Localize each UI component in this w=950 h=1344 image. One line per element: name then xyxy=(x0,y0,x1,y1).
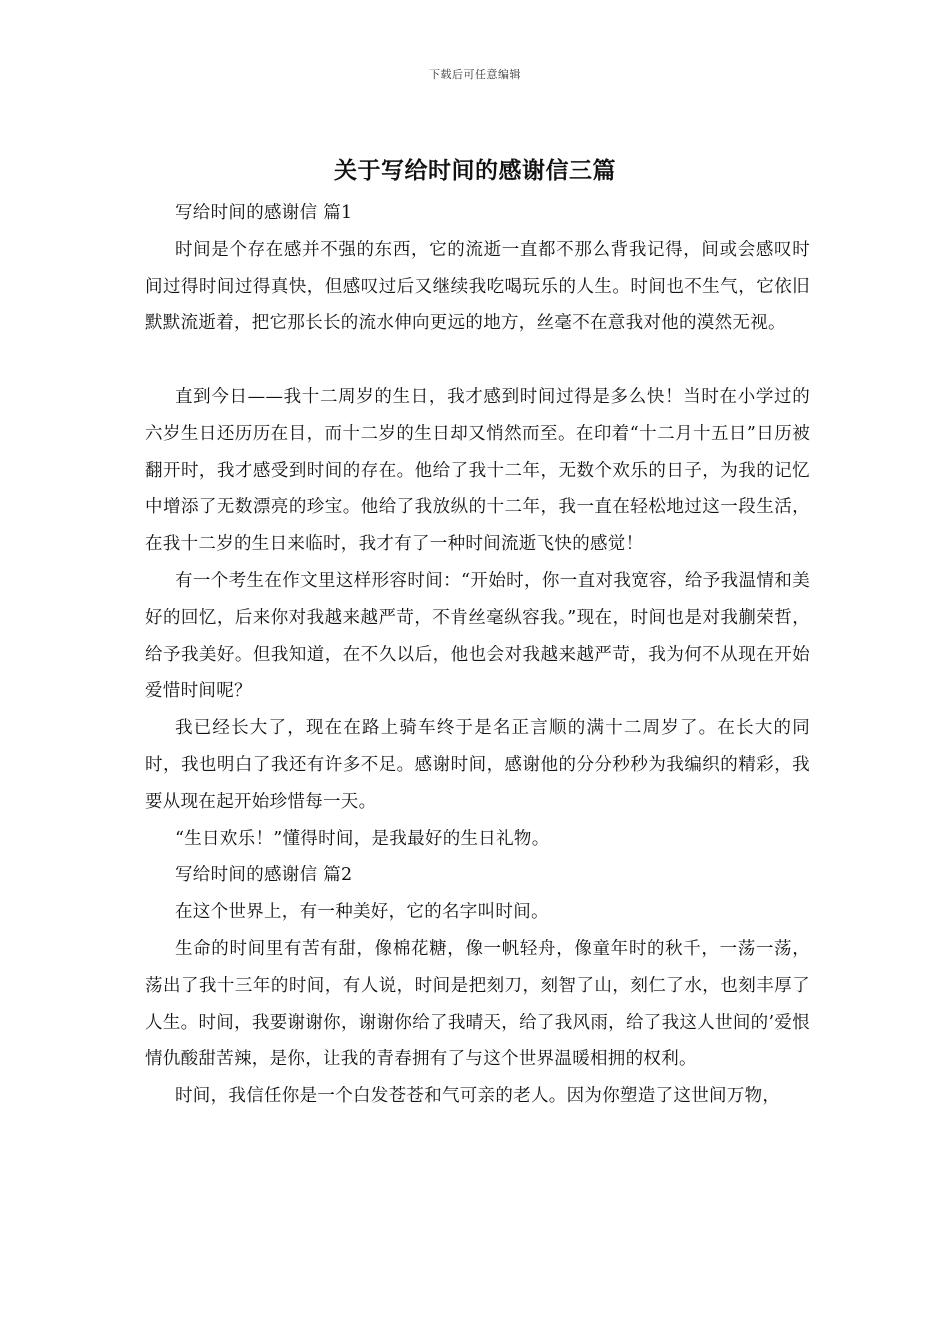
paragraph: 在这个世界上，有一种美好，它的名字叫时间。 xyxy=(175,902,549,923)
document-title: 关于写给时间的感谢信三篇 xyxy=(334,157,616,184)
document-body xyxy=(145,195,810,1115)
paragraph: 时间是个存在感并不强的东西，它的流逝一直都不那么背我记得，间或会感叹时间过得时间过得真快，但感叹过后又继续我吃喝玩乐的人生。时间也不生气，它依旧默默流逝着，把它那长长的流水伸向更远的地方，丝毫不在意我对他的漠然无视。 xyxy=(145,239,810,334)
section-heading: 写给时间的感谢信 篇1 xyxy=(175,203,353,223)
header-note: 下载后可任意编辑 xyxy=(429,68,521,81)
paragraph: 我已经长大了，现在在路上骑车终于是名正言顺的满十二周岁了。在长大的同时，我也明白了我还有许多不足。感谢时间，感谢他的分分秒秒为我编织的精彩，我要从现在起开始珍惜每一天。 xyxy=(145,718,810,812)
paragraph: 时间，我信任你是一个白发苍苍和气可亲的老人。因为你塑造了这世间万物， xyxy=(175,1086,781,1107)
paragraph: “生日欢乐！”懂得时间，是我最好的生日礼物。 xyxy=(175,828,550,849)
paragraph: 生命的时间里有苦有甜，像棉花糖，像一帆轻舟，像童年时的秋千，一荡一荡，荡出了我十三年的时间，有人说，时间是把刻刀，刻智了山，刻仁了水，也刻丰厚了人生。时间，我要谢谢你，谢谢你给了我晴天，给了我风雨，给了我这人世间的’爱恨情仇酸甜苦辣，是你，让我的青春拥有了与这个世界温暖相拥的权利。 xyxy=(145,938,810,1070)
blank-line xyxy=(145,342,810,379)
paragraph: 直到今日——我十二周岁的生日，我才感到时间过得是多么快！当时在小学过的六岁生日还历历在目，而十二岁的生日却又悄然而至。在印着“十二月十五日”日历被翻开时，我才感受到时间的存在。他给了我十二年，无数个欢乐的日子，为我的记忆中增添了无数漂亮的珍宝。他给了我放纵的十二年，我一直在轻松地过这一段生活，在我十二岁的生日来临时，我才有了一种时间流逝飞快的感觉！ xyxy=(145,386,810,555)
section-heading: 写给时间的感谢信 篇2 xyxy=(175,865,353,886)
paragraph: 有一个考生在作文里这样形容时间：“开始时，你一直对我宽容，给予我温情和美好的回忆，后来你对我越来越严苛，不肯丝毫纵容我。”现在，时间也是对我蒯荣哲，给予我美好。但我知道，在不久以后，他也会对我越来越严苛，我为何不从现在开始爱惜时间呢？ xyxy=(145,570,810,702)
